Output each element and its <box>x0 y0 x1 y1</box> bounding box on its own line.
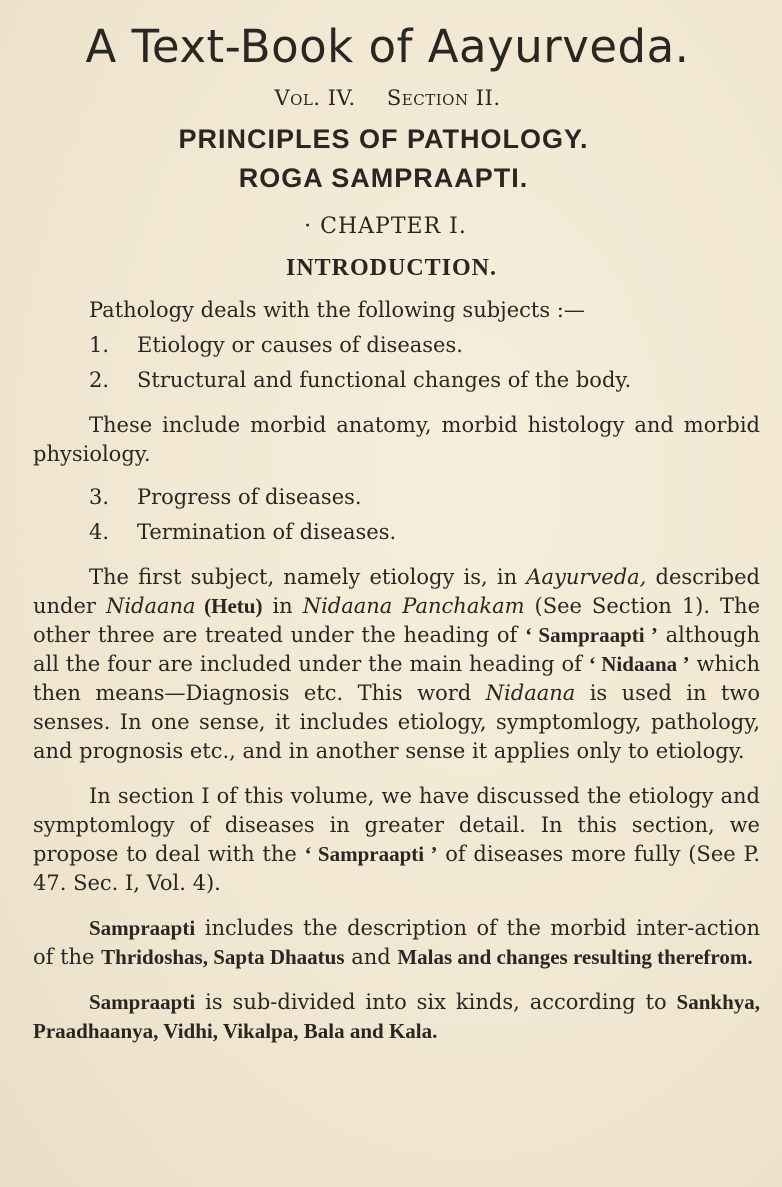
list-text: Progress of diseases. <box>137 484 362 509</box>
list-item <box>33 518 760 547</box>
text-run: includes the description of the morbid inter-action of the <box>33 915 760 969</box>
term-hetu: (Hetu) <box>195 593 263 618</box>
paragraph-includes: These include morbid anatomy, morbid histology and morbid physiology. <box>33 412 760 466</box>
term-sampraapti: Sampraapti <box>89 989 196 1014</box>
text-run: which then means—Diagnosis etc. This word <box>33 651 760 705</box>
paragraph-subdivided <box>33 988 760 1046</box>
term-sampraapti: ‘ Sampraapti ’ <box>525 622 658 647</box>
text-run: is sub-divided into six kinds, according to <box>195 989 677 1014</box>
volume-label: Vol. IV. <box>274 85 356 110</box>
list-text: Termination of diseases. <box>137 519 397 544</box>
text-run: of diseases more fully (See P. 47. Sec. I, Vol. 4). <box>33 841 760 895</box>
term-nidaana: Nidaana <box>105 593 196 618</box>
list-text: Etiology or causes of diseases. <box>137 332 463 357</box>
list-number: 2. <box>89 367 110 392</box>
term-nidaana-quoted: ‘ Nidaana ’ <box>588 651 690 676</box>
subject-list-2 <box>33 483 760 547</box>
paragraph-includes-description <box>33 914 760 972</box>
term-sampraapti: ‘ Sampraapti ’ <box>304 841 438 866</box>
text-run: described under <box>33 564 760 618</box>
text-run: and <box>344 944 398 969</box>
text-run: In section I of this volume, we have discussed the etiology and symptomlogy of diseases in greater detail. In this section, we propose to deal with the <box>33 783 760 866</box>
book-title: A Text-Book of Aayurveda. <box>85 20 690 73</box>
subject-list-1 <box>33 331 760 395</box>
paragraph-first-subject <box>33 563 760 766</box>
list-number: 3. <box>89 484 110 509</box>
list-number: 4. <box>89 519 110 544</box>
chapter-number: · CHAPTER I. <box>304 213 467 239</box>
list-item <box>33 483 760 512</box>
term-malas: Malas and changes resulting therefrom. <box>397 944 753 969</box>
term-nidaana-panchakam: Nidaana Panchakam <box>302 593 525 618</box>
term-nidaana: Nidaana <box>485 680 576 705</box>
term-thridoshas: Thridoshas, Sapta Dhaatus <box>101 944 345 969</box>
text-run: (See Section 1). The other three are treated under the heading of <box>33 593 760 647</box>
term-sampraapti: Sampraapti <box>89 915 196 940</box>
text-run: The first subject, namely etiology is, in <box>89 564 527 589</box>
section-label: Section II. <box>386 85 501 110</box>
list-text: Structural and functional changes of the body. <box>137 367 632 392</box>
chapter-title: INTRODUCTION. <box>285 254 498 281</box>
text-run: although all the four are included under the main heading of <box>33 622 760 676</box>
heading-roga: ROGA SAMPRAAPTI. <box>238 162 529 193</box>
volume-section-line <box>33 86 760 110</box>
text-run: in <box>262 593 303 618</box>
term-aayurveda: Aayurveda, <box>526 564 647 589</box>
list-number: 1. <box>89 332 110 357</box>
heading-principles: PRINCIPLES OF PATHOLOGY. <box>178 123 589 154</box>
term-six-kinds: Sankhya, Praadhaanya, Vidhi, Vikalpa, Bala and Kala. <box>33 989 760 1043</box>
text-run: is used in two senses. In one sense, it includes etiology, symptomlogy, pathology, and prognosis etc., and in another sense it applies only to etiology. <box>33 680 760 763</box>
lead-sentence: Pathology deals with the following subjects :— <box>89 297 585 322</box>
list-item <box>33 366 760 395</box>
paragraph-section <box>33 782 760 898</box>
list-item <box>33 331 760 360</box>
